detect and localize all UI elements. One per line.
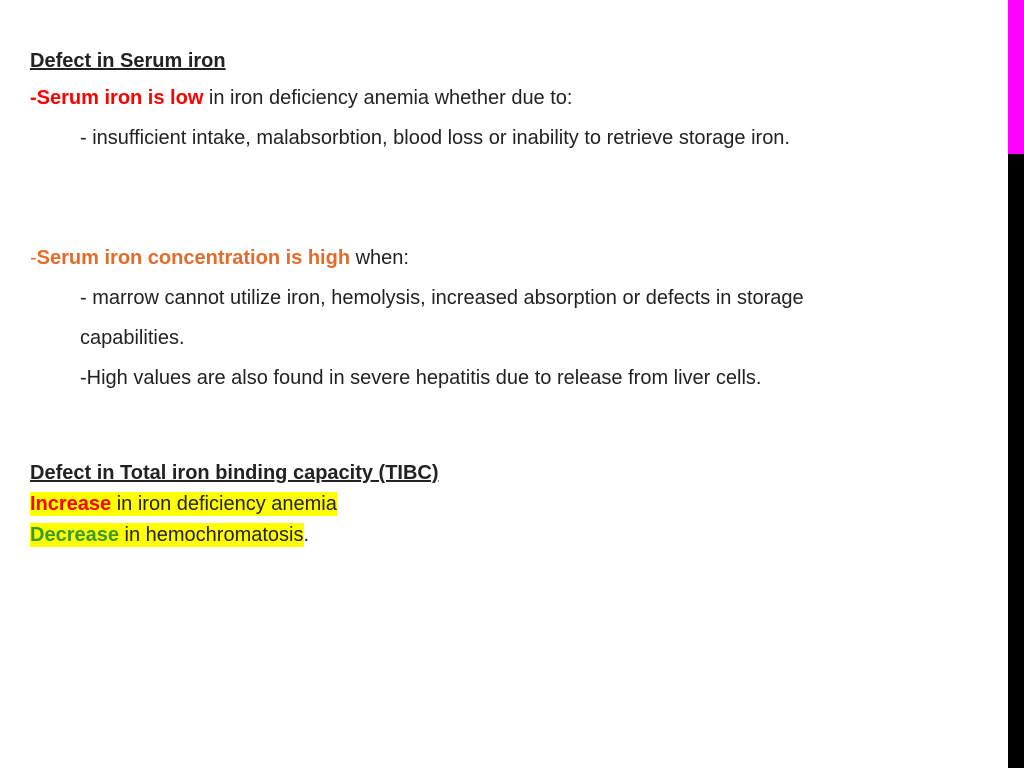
serum-iron-high-causes-line1: - marrow cannot utilize iron, hemolysis, increased absorption or defects in storage [80,287,804,309]
tibc-decrease-end: . [303,524,310,546]
serum-iron-high-emphasis: Serum iron concentration is high [36,247,351,269]
serum-iron-low-causes: - insufficient intake, malabsorbtion, blood loss or inability to retrieve storage iron. [80,127,790,149]
side-accent-bar [1008,0,1024,154]
serum-iron-low-emphasis: Serum iron is low [36,87,204,109]
serum-iron-low-rest: in iron deficiency anemia whether due to: [203,87,573,109]
serum-iron-high-dash: - [30,247,37,269]
tibc-increase-emphasis: Increase [30,493,112,515]
tibc-heading: Defect in Total iron binding capacity (TIBC) [30,462,439,484]
serum-iron-heading: Defect in Serum iron [30,50,226,72]
serum-iron-high-line [30,246,409,270]
tibc-decrease-emphasis: Decrease [30,524,119,546]
tibc-increase-line [30,492,337,516]
serum-iron-high-note: -High values are also found in severe hepatitis due to release from liver cells. [80,367,762,389]
serum-iron-low-line [30,86,572,110]
side-bar [1008,0,1024,768]
tibc-increase-rest: in iron deficiency anemia [111,493,337,515]
serum-iron-low-dash: - [30,87,37,109]
tibc-decrease-highlight [30,523,304,547]
serum-iron-high-causes-line2: capabilities. [80,327,185,349]
tibc-increase-highlight [30,492,337,516]
tibc-decrease-rest: in hemochromatosis [118,524,304,546]
serum-iron-high-rest: when: [350,247,409,269]
tibc-decrease-line [30,523,309,547]
